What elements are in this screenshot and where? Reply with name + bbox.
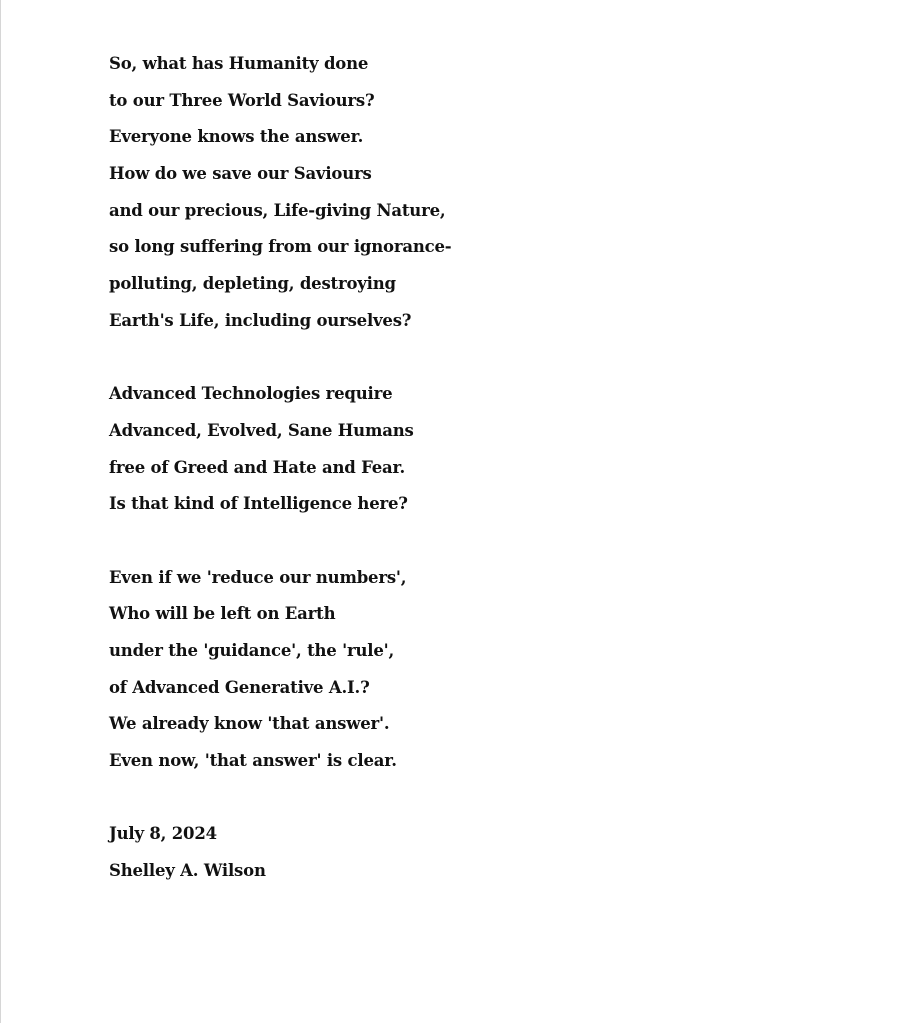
poem-line: Everyone knows the answer.: [109, 127, 364, 147]
date-line: July 8, 2024: [109, 824, 217, 844]
poem-line: so long suffering from our ignorance-: [109, 237, 452, 257]
stanza-1: [109, 52, 809, 346]
poem-line: We already know 'that answer'.: [109, 714, 390, 734]
poem-line: to our Three World Saviours?: [109, 90, 375, 110]
poem-line: free of Greed and Hate and Fear.: [109, 457, 406, 477]
stanza-3: [109, 566, 809, 786]
poem-line: So, what has Humanity done: [109, 54, 369, 73]
poem-line: Who will be left on Earth: [109, 604, 336, 624]
poem-line: How do we save our Saviours: [109, 164, 372, 184]
stanza-2: [109, 382, 809, 529]
poem-line: polluting, depleting, destroying: [109, 274, 396, 294]
poem-line: Advanced Technologies require: [109, 384, 393, 404]
poem-line: Even if we 'reduce our numbers',: [109, 567, 407, 587]
poem-line: under the 'guidance', the 'rule',: [109, 641, 395, 660]
poem-line: Earth's Life, including ourselves?: [109, 310, 412, 330]
poem-body: [109, 52, 809, 933]
signature-block: [109, 822, 809, 895]
poem-line: Even now, 'that answer' is clear.: [109, 751, 397, 771]
poem-line: of Advanced Generative A.I.?: [109, 677, 370, 697]
poem-line: and our precious, Life-giving Nature,: [109, 200, 446, 220]
author-name: Shelley A. Wilson: [109, 861, 266, 881]
poem-line: Advanced, Evolved, Sane Humans: [109, 420, 414, 440]
poem-line: Is that kind of Intelligence here?: [109, 494, 408, 514]
